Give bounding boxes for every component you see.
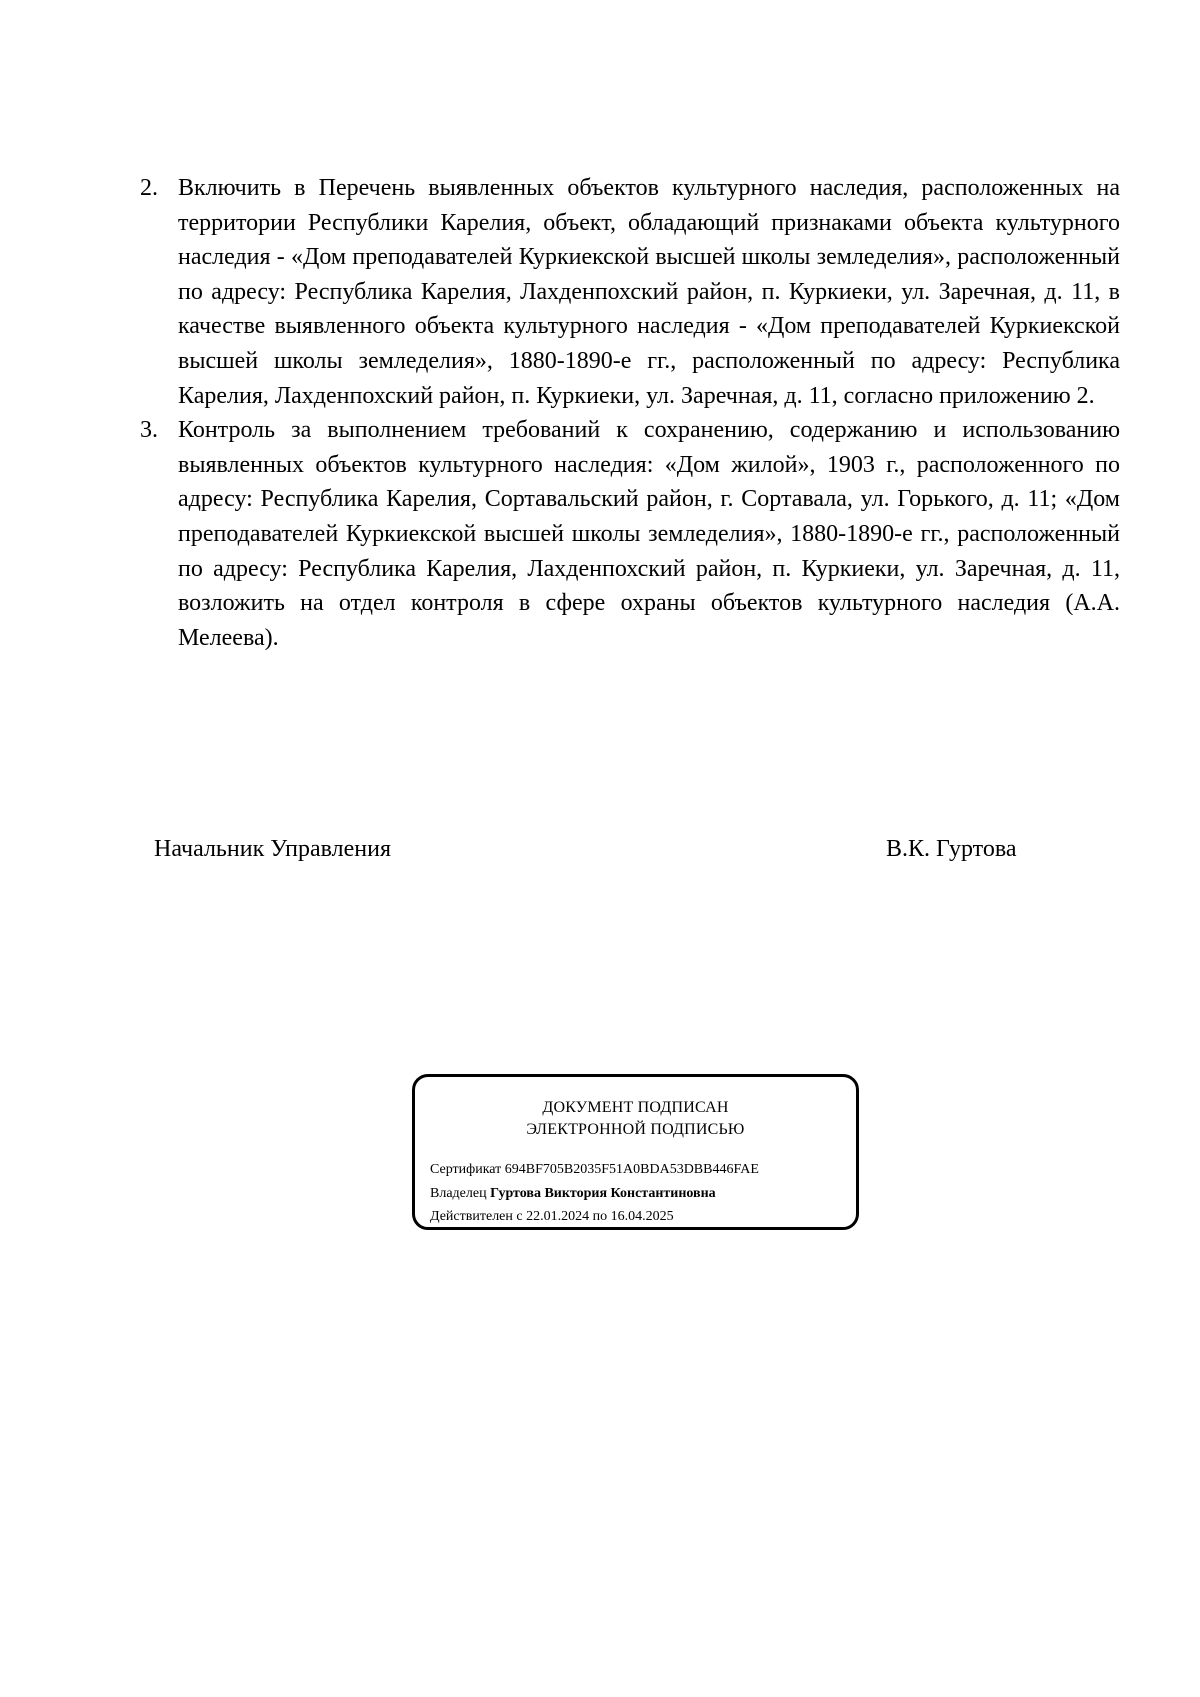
- list-item: [140, 171, 1120, 413]
- numbered-list: [140, 171, 1120, 655]
- stamp-validity: [430, 1208, 674, 1226]
- stamp-heading-line-1: ДОКУМЕНТ ПОДПИСАН: [542, 1099, 729, 1116]
- electronic-signature-stamp: [412, 1074, 859, 1230]
- stamp-certificate-value: 694BF705B2035F51A0BDA53DBB446FAE: [504, 1162, 759, 1177]
- list-item-text: Контроль за выполнением требований к сохранению, содержанию и использованию выявленных объектов культурного наследия: «Дом жилой», 1903 г., расположенного по адресу: Республика Карелия, Сортавальский район, г. Сортавала, ул. Горького, д. 11; «Дом преподавателей Куркиекской высшей школы земледелия», 1880-1890-е гг., расположенный по адресу: Республика Карелия, Лахденпохский район, п. Куркиеки, ул. Заречная, д. 11, возложить на отдел контроля в сфере охраны объектов культурного наследия (А.А. Мелеева).: [178, 417, 1120, 651]
- stamp-certificate: [430, 1161, 759, 1179]
- stamp-owner-value: Гуртова Виктория Константиновна: [490, 1186, 716, 1201]
- stamp-heading: [415, 1097, 856, 1141]
- list-item-number: 3.: [140, 417, 158, 444]
- list-item-text: Включить в Перечень выявленных объектов культурного наследия, расположенных на территории Республики Карелия, объект, обладающий признаками объекта культурного наследия - «Дом преподавателей Куркиекской высшей школы земледелия», расположенный по адресу: Республика Карелия, Лахденпохский район, п. Куркиеки, ул. Заречная, д. 11, в качестве выявленного объекта культурного наследия - «Дом преподавателей Куркиекской высшей школы земледелия», 1880-1890-е гг., расположенный по адресу: Республика Карелия, Лахденпохский район, п. Куркиеки, ул. Заречная, д. 11, согласно приложению 2.: [178, 175, 1120, 409]
- signatory-title: Начальник Управления: [154, 836, 391, 862]
- stamp-owner: [430, 1185, 716, 1203]
- signatory-name: В.К. Гуртова: [886, 836, 1017, 862]
- stamp-valid-from: 22.01.2024: [526, 1209, 590, 1224]
- list-item-number: 2.: [140, 175, 158, 201]
- stamp-valid-to-label: по: [592, 1209, 608, 1224]
- list-item: [140, 413, 1120, 655]
- stamp-owner-label: Владелец: [430, 1186, 487, 1201]
- stamp-certificate-label: Сертификат: [430, 1162, 502, 1177]
- stamp-valid-to: 16.04.2025: [610, 1209, 674, 1224]
- stamp-heading-line-2: ЭЛЕКТРОННОЙ ПОДПИСЬЮ: [526, 1121, 745, 1138]
- stamp-valid-label: Действителен с: [430, 1209, 523, 1224]
